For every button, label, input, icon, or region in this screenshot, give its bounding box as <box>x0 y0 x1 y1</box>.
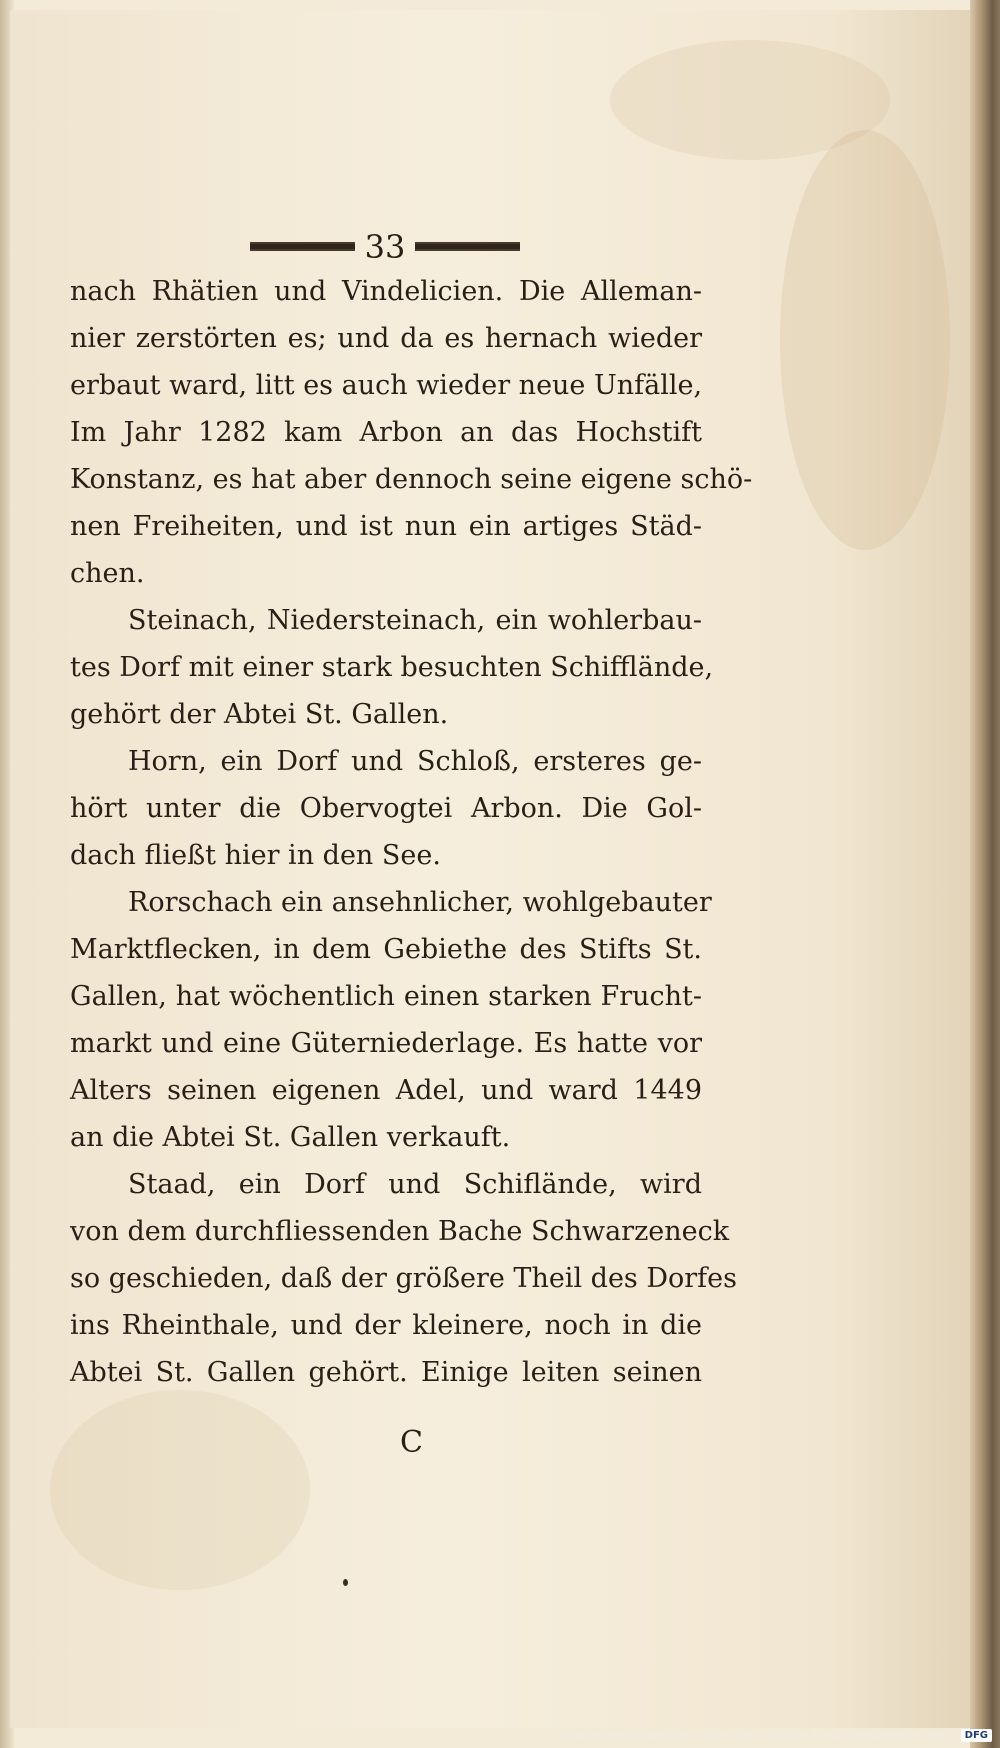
text-line: so geschieden, daß der größere Theil des Dorfes <box>70 1263 737 1294</box>
body-text <box>70 268 753 1396</box>
text-line: Alters seinen eigenen Adel, und ward 1449 <box>70 1075 702 1106</box>
text-line: Steinach, Niedersteinach, ein wohlerbau- <box>128 605 702 636</box>
text-line: an die Abtei St. Gallen verkauft. <box>70 1122 511 1153</box>
text-line: Konstanz, es hat aber dennoch seine eigene schö- <box>70 464 753 495</box>
page-number: 33 <box>364 228 406 266</box>
ink-speck <box>343 1579 348 1586</box>
text-line: Staad, ein Dorf und Schiflände, wird <box>128 1169 702 1200</box>
text-line: nier zerstörten es; und da es hernach wieder <box>70 323 702 354</box>
text-line: Horn, ein Dorf und Schloß, ersteres ge- <box>128 746 702 777</box>
header-rule-right <box>415 242 520 251</box>
digitization-footer <box>563 1729 992 1742</box>
text-line: gehört der Abtei St. Gallen. <box>70 699 449 730</box>
text-line: Im Jahr 1282 kam Arbon an das Hochstift <box>70 417 702 448</box>
text-line: Rorschach ein ansehnlicher, wohlgebauter <box>128 887 712 918</box>
paper-stain <box>780 130 950 550</box>
page-header <box>250 228 520 268</box>
text-line: dach fließt hier in den See. <box>70 840 441 871</box>
text-line: nach Rhätien und Vindelicien. Die Alleman- <box>70 276 702 307</box>
header-rule-left <box>250 242 355 251</box>
dfg-logo-icon: DFG <box>961 1729 992 1742</box>
text-line: Abtei St. Gallen gehört. Einige leiten seinen <box>70 1357 702 1388</box>
text-line: tes Dorf mit einer stark besuchten Schifflände, <box>70 652 714 683</box>
text-line: chen. <box>70 558 145 589</box>
text-line: von dem durchfliessenden Bache Schwarzeneck <box>70 1216 730 1247</box>
text-line: nen Freiheiten, und ist nun ein artiges Städ- <box>70 511 702 542</box>
book-edge <box>970 0 1000 1748</box>
text-line: ins Rheinthale, und der kleinere, noch in die <box>70 1310 702 1341</box>
text-line: hört unter die Obervogtei Arbon. Die Gol- <box>70 793 702 824</box>
paper-stain <box>50 1390 310 1590</box>
text-line: erbaut ward, litt es auch wieder neue Unfälle, <box>70 370 703 401</box>
text-line: markt und eine Güterniederlage. Es hatte vor <box>70 1028 702 1059</box>
text-line: Gallen, hat wöchentlich einen starken Frucht- <box>70 981 702 1012</box>
text-line: Marktflecken, in dem Gebiethe des Stifts St. <box>70 934 702 965</box>
footer-text: Digitalisierung gefördert durch die Deutsche Forschungsgemeinschaft - <box>563 1729 957 1742</box>
paper-stain <box>610 40 890 160</box>
signature-mark: C <box>400 1425 423 1460</box>
